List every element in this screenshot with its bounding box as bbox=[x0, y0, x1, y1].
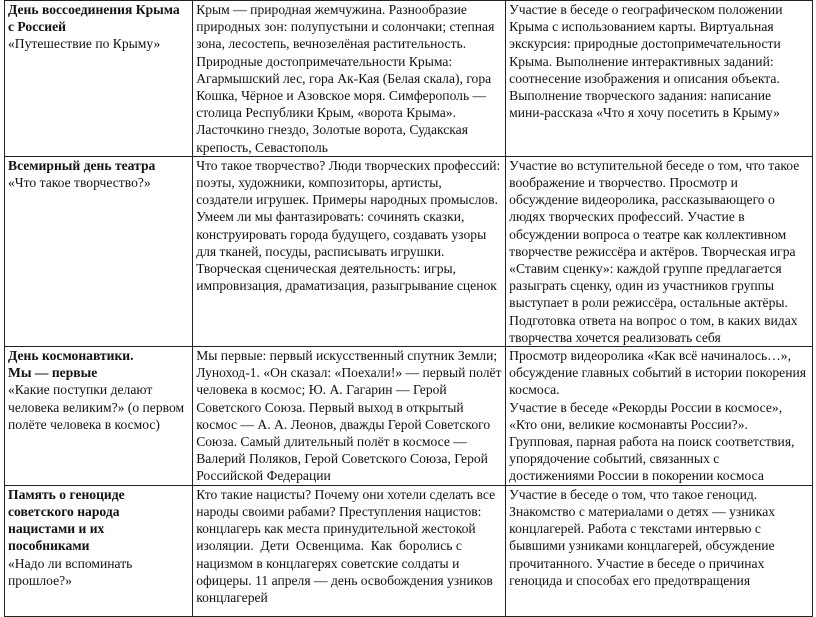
content-line: Мы первые: первый искусственный спутник Земли; bbox=[196, 348, 498, 364]
activity-cell bbox=[506, 1, 813, 157]
activity-line: Просмотр видеоролика «Как всё начиналось…», bbox=[509, 348, 791, 364]
activity-line: Знакомство с материалами о детях — узниках bbox=[509, 503, 776, 519]
content-line: Природные достопримечательности Крыма: bbox=[196, 53, 453, 69]
topic-subtitle-line: прошлое?» bbox=[8, 572, 72, 588]
content-line: нацизмом в концлагерях советские солдаты и bbox=[196, 555, 460, 571]
activity-line: геноцида и способах его предотвращения bbox=[509, 572, 751, 588]
activity-line: Групповая, парная работа на поиск соответствия, bbox=[509, 434, 795, 450]
activity-line: Крыма с использованием карты. Виртуальная bbox=[509, 19, 774, 35]
topic-subtitle-line: «Что такое творчество?» bbox=[8, 175, 151, 191]
activity-line: Выполнение творческого задания: написание bbox=[509, 88, 772, 104]
activity-line: обсуждение видеоролика, рассказывающего о bbox=[509, 192, 775, 208]
topic-cell bbox=[5, 1, 193, 157]
content-line: создатели игрушек. Примеры народных промыслов. bbox=[196, 192, 498, 208]
activity-line: Участие в беседе «Рекорды России в космосе», bbox=[509, 399, 783, 415]
table-body bbox=[5, 1, 813, 617]
activity-line: прочитанного. Участие в беседе о причинах bbox=[509, 555, 765, 571]
topic-cell bbox=[5, 156, 193, 346]
topic-cell bbox=[5, 485, 193, 616]
content-line: Кошка, Чёрное и Азовское моря. Симферополь — bbox=[196, 88, 487, 104]
content-line: народы своими рабами? Преступления нацистов: bbox=[196, 503, 482, 519]
content-line: Советского Союза. Первый выход в открытый bbox=[196, 399, 464, 415]
activity-line: Участие в беседе о географическом положении bbox=[509, 2, 783, 17]
content-line: Кто такие нацисты? Почему они хотели сделать все bbox=[196, 486, 496, 502]
activity-line: разыграть сценку, один из участников группы bbox=[509, 278, 775, 294]
lesson-plan-table bbox=[4, 0, 813, 617]
activity-line: достижениями России в покорении космоса bbox=[509, 468, 764, 484]
activity-line: Участие во вступительной беседе о том, что такое bbox=[509, 157, 800, 173]
topic-title-line: Память о геноциде bbox=[8, 486, 125, 502]
activity-line: воображение и творчество. Просмотр и bbox=[509, 175, 738, 191]
content-line: концлагерь как места принудительной жестокой bbox=[196, 521, 476, 537]
activity-line: экскурсия: природные достопримечательности bbox=[509, 36, 781, 52]
activity-line: выступает в роли режиссёра, остальные актёры. bbox=[509, 295, 788, 311]
topic-title-line: с Россией bbox=[8, 19, 66, 35]
topic-subtitle-line: «Какие поступки делают bbox=[8, 382, 153, 398]
topic-cell bbox=[5, 347, 193, 486]
content-line: конструировать города будущего, создавать узоры bbox=[196, 226, 487, 242]
topic-title-line: День воссоединения Крыма bbox=[8, 2, 180, 17]
content-line: Валерий Поляков, Герой Советского Союза, Герой bbox=[196, 451, 488, 467]
activity-line: Крыма. Выполнение интерактивных заданий: bbox=[509, 53, 774, 69]
topic-subtitle-line: «Путешествие по Крыму» bbox=[8, 36, 161, 52]
activity-line: творчестве режиссёра и актёров. Творческая игра bbox=[509, 243, 796, 259]
content-cell bbox=[193, 1, 506, 157]
content-line: столица Республики Крым, «ворота Крыма». bbox=[196, 105, 456, 121]
content-line: концлагерей bbox=[196, 589, 268, 605]
activity-line: концлагерей. Работа с текстами интервью с bbox=[509, 521, 761, 537]
content-cell bbox=[193, 347, 506, 486]
activity-line: мини-рассказа «Что я хочу посетить в Крыму» bbox=[509, 105, 780, 121]
content-line: Агармышский лес, гора Ак-Кая (Белая скала), гора bbox=[196, 70, 492, 86]
content-line: Что такое творчество? Люди творческих профессий: bbox=[196, 157, 501, 173]
topic-title-line: День космонавтики. bbox=[8, 348, 134, 364]
content-line: Союза. Самый длительный полёт в космосе — bbox=[196, 434, 467, 450]
table-row bbox=[5, 485, 813, 616]
activity-line: творчества хочется реализовать себя bbox=[509, 329, 721, 345]
activity-line: Участие в беседе о том, что такое геноцид. bbox=[509, 486, 758, 502]
content-line: Крым — природная жемчужина. Разнообразие bbox=[196, 2, 467, 17]
content-line: офицеры. 11 апреля — день освобождения узников bbox=[196, 572, 493, 588]
topic-subtitle-line: полёте человека в космос) bbox=[8, 416, 160, 432]
activity-line: бывшими узниками концлагерей, обсуждение bbox=[509, 538, 775, 554]
table-row bbox=[5, 156, 813, 346]
content-line: поэты, художники, композиторы, артисты, bbox=[196, 175, 442, 191]
activity-line: «Кто они, великие космонавты России?». bbox=[509, 416, 748, 432]
activity-line: обсуждении вопроса о театре как коллективном bbox=[509, 226, 787, 242]
topic-title-line: пособниками bbox=[8, 538, 90, 554]
topic-title-line: Мы — первые bbox=[8, 365, 98, 381]
activity-line: упорядочение событий, связанных с bbox=[509, 451, 720, 467]
content-line: человека в космос; Ю. А. Гагарин — Герой bbox=[196, 382, 447, 398]
topic-subtitle-line: человека великим?» (о первом bbox=[8, 399, 185, 415]
content-line: Творческая сценическая деятельность: игры, bbox=[196, 261, 457, 277]
content-line: крепость, Севастополь bbox=[196, 139, 329, 155]
topic-title-line: Всемирный день театра bbox=[8, 157, 156, 173]
content-line: Ласточкино гнездо, Золотые ворота, Судакская bbox=[196, 122, 468, 138]
activity-line: Подготовка ответа на вопрос о том, в каких видах bbox=[509, 312, 798, 328]
content-line: изоляции. Дети Освенцима. Как боролись с bbox=[196, 538, 462, 554]
content-line: природных зон: полупустыни и солончаки; степная bbox=[196, 19, 495, 35]
activity-cell bbox=[506, 347, 813, 486]
activity-line: соотнесение изображения и описания объекта. bbox=[509, 70, 780, 86]
activity-line: космоса. bbox=[509, 382, 560, 398]
content-line: космос — А. А. Леонов, дважды Герой Советского bbox=[196, 416, 491, 432]
topic-subtitle-line: «Надо ли вспоминать bbox=[8, 555, 133, 571]
table-row bbox=[5, 347, 813, 486]
content-cell bbox=[193, 485, 506, 616]
content-line: зона, лесостепь, вечнозелёная растительность. bbox=[196, 36, 467, 52]
content-cell bbox=[193, 156, 506, 346]
activity-cell bbox=[506, 485, 813, 616]
table-row bbox=[5, 1, 813, 157]
topic-title-line: нацистами и их bbox=[8, 521, 105, 537]
activity-cell bbox=[506, 156, 813, 346]
activity-line: обсуждение главных событий в истории покорения bbox=[509, 365, 807, 381]
content-line: Луноход-1. «Он сказал: «Поехали!» — первый полёт bbox=[196, 365, 502, 381]
content-line: для тканей, посуды, расписывать игрушки. bbox=[196, 243, 445, 259]
activity-line: «Ставим сценку»: каждой группе предлагается bbox=[509, 261, 782, 277]
content-line: Умеем ли мы фантазировать: сочинять сказки, bbox=[196, 209, 465, 225]
content-line: импровизация, драматизация, разыгрывание сценок bbox=[196, 278, 497, 294]
topic-title-line: советского народа bbox=[8, 503, 120, 519]
content-line: Российской Федерации bbox=[196, 468, 331, 484]
activity-line: людях творческих профессий. Участие в bbox=[509, 209, 745, 225]
